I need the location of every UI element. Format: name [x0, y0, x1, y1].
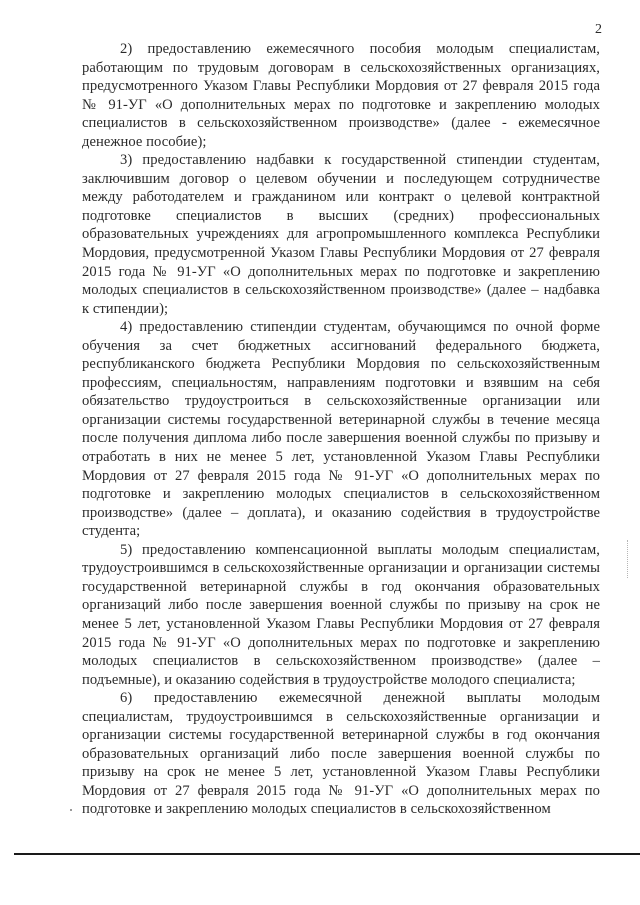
- scan-margin-mark: [627, 540, 629, 578]
- page-number: 2: [595, 22, 602, 37]
- scan-dot: [70, 809, 72, 811]
- paragraph-item-4: 4) предоставлению стипендии студентам, обучающимся по очной форме обучения за счет бюджетных ассигнований федерального бюджета, республиканского бюджета Республики Мордовия по сельскохозяйственным профессиям, специальностям, направлениям подготовки и взявшим на себя обязательство трудоустроиться в сельскохозяйственные организации или организации системы государственной ветеринарной службы в течение месяца после получения диплома либо после завершения военной службы по призыву и отработать в них не менее 5 лет, установленной Указом Главы Республики Мордовия от 27 февраля 2015 года № 91-УГ «О дополнительных мерах по подготовке и закреплению молодых специалистов в сельскохозяйственном производстве» (далее – доплата), и оказанию содействия в трудоустройстве студента;: [82, 319, 600, 540]
- paragraph-item-6: 6) предоставлению ежемесячной денежной выплаты молодым специалистам, трудоустроившимся в сельскохозяйственные организации и организации системы государственной ветеринарной службы в год окончания образовательных организаций либо после завершения военной службы по призыву на срок не менее 5 лет, установленной Указом Главы Республики Мордовия от 27 февраля 2015 года № 91-УГ «О дополнительных мерах по подготовке и закреплению молодых специалистов в сельскохозяйственном: [82, 690, 600, 818]
- bottom-rule: [14, 853, 640, 855]
- document-body: [82, 40, 600, 819]
- paragraph-item-3: 3) предоставлению надбавки к государственной стипендии студентам, заключившим договор о целевом обучении и последующем сотрудничестве между работодателем и гражданином или контракт о целевой контрактной подготовке специалистов в высших (средних) профессиональных образовательных учреждениях для агропромышленного комплекса Республики Мордовия, предусмотренной Указом Главы Республики Мордовия от 27 февраля 2015 года № 91-УГ «О дополнительных мерах по подготовке и закреплению молодых специалистов в сельскохозяйственном производстве» (далее – надбавка к стипендии);: [82, 152, 600, 317]
- paragraph-item-5: 5) предоставлению компенсационной выплаты молодым специалистам, трудоустроившимся в сельскохозяйственные организации и организации системы государственной ветеринарной службы в год окончания образовательных организаций либо после завершения военной службы по призыву на срок не менее 5 лет, установленной Указом Главы Республики Мордовия от 27 февраля 2015 года № 91-УГ «О дополнительных мерах по подготовке и закреплению молодых специалистов в сельскохозяйственном производстве» (далее – подъемные), и оказанию содействия в трудоустройстве молодого специалиста;: [82, 541, 600, 688]
- paragraph-item-2: 2) предоставлению ежемесячного пособия молодым специалистам, работающим по трудовым договорам в сельскохозяйственных организациях, предусмотренного Указом Главы Республики Мордовия от 27 февраля 2015 года № 91-УГ «О дополнительных мерах по подготовке и закреплению молодых специалистов в сельскохозяйственном производстве» (далее - ежемесячное денежное пособие);: [82, 41, 600, 150]
